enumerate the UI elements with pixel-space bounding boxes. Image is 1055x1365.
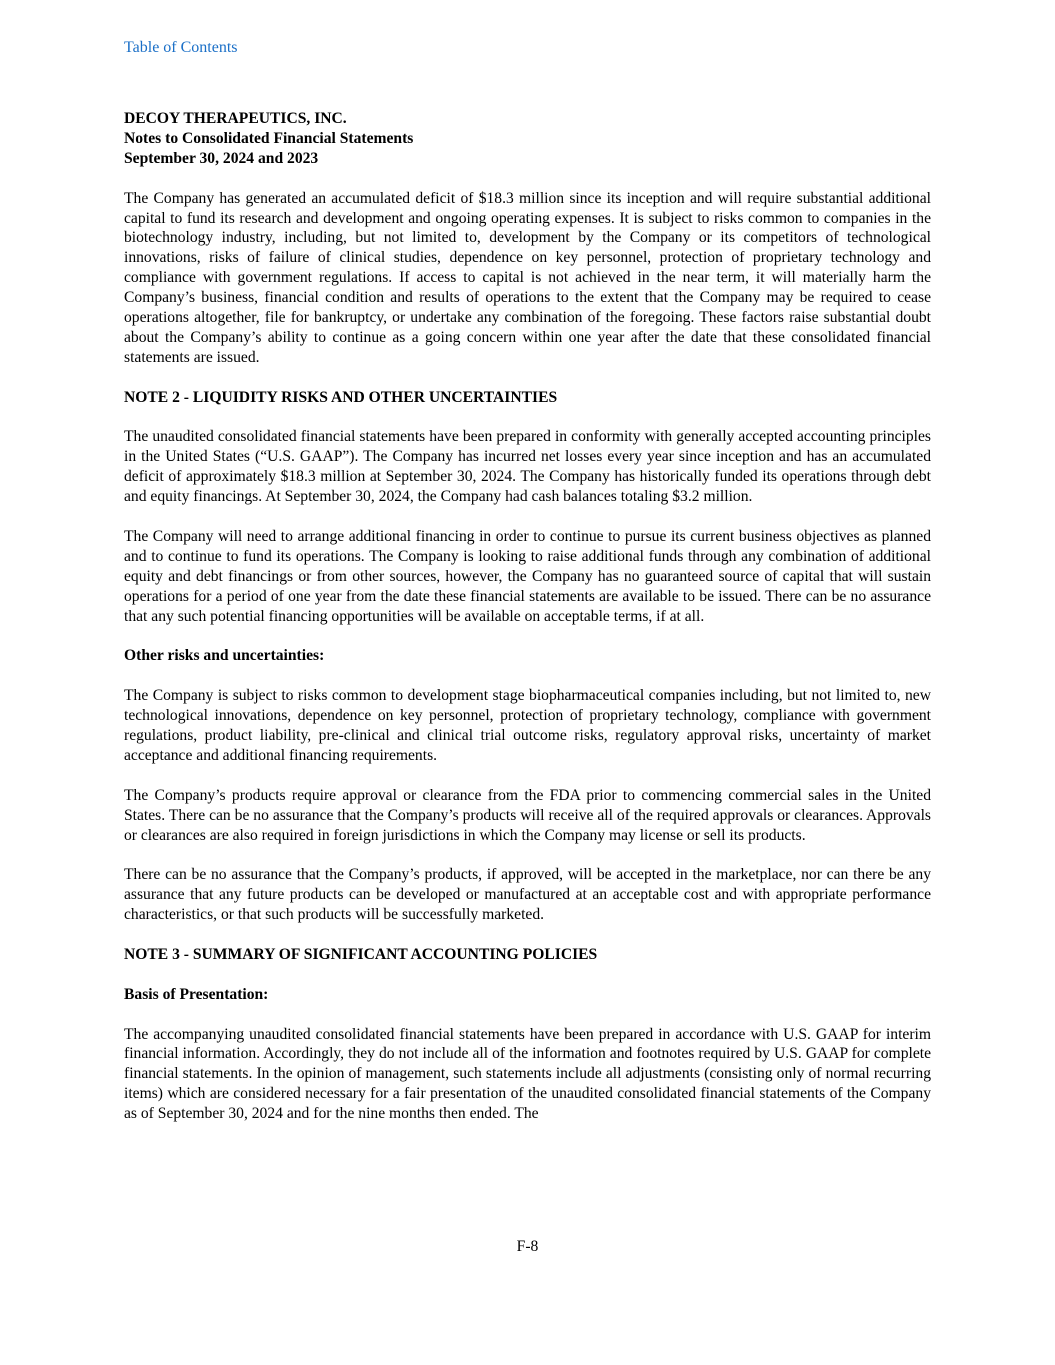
- other-risks-paragraph-2: The Company’s products require approval or clearance from the FDA prior to commencing commercial sales in the United States. There can be no assurance that the Company’s products will receive all of the required approvals or clearances. Approvals or clearances are also required in foreign jurisdictions in which the Company may license or sell its products.: [124, 786, 931, 844]
- intro-paragraph: The Company has generated an accumulated deficit of $18.3 million since its inception and will require substantial additional capital to fund its research and development and ongoing operating expenses. It is subject to risks common to companies in the biotechnology industry, including, but not limited to, development by the Company or its competitors of technological innovations, risks of failure of clinical studies, dependence on key personnel, protection of proprietary technology and compliance with government regulations. If access to capital is not achieved in the near term, it will materially harm the Company’s business, financial condition and results of operations to the extent that the Company may be required to cease operations altogether, file for bankruptcy, or undertake any combination of the foregoing. These factors raise substantial doubt about the Company’s ability to continue as a going concern within one year after the date that these consolidated financial statements are issued.: [124, 189, 931, 366]
- document-period: September 30, 2024 and 2023: [124, 149, 319, 167]
- other-risks-paragraph-1: The Company is subject to risks common to development stage biopharmaceutical companies including, but not limited to, new technological innovations, dependence on key personnel, protection of proprietary technology, compliance with government regulations, product liability, pre-clinical and clinical trial outcome risks, regulatory approval risks, uncertainty of market acceptance and additional financing requirements.: [124, 687, 931, 764]
- document-header: [124, 109, 931, 169]
- note-2-paragraph-1: The unaudited consolidated financial statements have been prepared in conformity with generally accepted accounting principles in the United States (“U.S. GAAP”). The Company has incurred net losses every year since inception and has an accumulated deficit of approximately $18.3 million at September 30, 2024. The Company has historically funded its operations through debt and equity financings. At September 30, 2024, the Company had cash balances totaling $3.2 million.: [124, 428, 931, 506]
- table-of-contents-link[interactable]: Table of Contents: [124, 39, 238, 56]
- note-3-heading: NOTE 3 - SUMMARY OF SIGNIFICANT ACCOUNTING POLICIES: [124, 945, 598, 963]
- company-name: DECOY THERAPEUTICS, INC.: [124, 110, 347, 127]
- page-number: F-8: [516, 1238, 539, 1255]
- note-2-heading: NOTE 2 - LIQUIDITY RISKS AND OTHER UNCERTAINTIES: [124, 388, 558, 406]
- basis-of-presentation-heading: Basis of Presentation:: [124, 985, 269, 1003]
- other-risks-paragraph-3: There can be no assurance that the Company’s products, if approved, will be accepted in the marketplace, nor can there be any assurance that any future products can be developed or manufactured at an acceptable cost and with appropriate performance characteristics, or that such products will be successfully marketed.: [124, 866, 931, 924]
- note-2-paragraph-2: The Company will need to arrange additional financing in order to continue to pursue its current business objectives as planned and to continue to fund its operations. The Company is looking to raise additional funds through any combination of additional equity and debt financings or from other sources, however, the Company has no guaranteed source of capital that will sustain operations for a period of one year from the date these financial statements are available to be issued. There can be no assurance that any such potential financing opportunities will be available on acceptable terms, if at all.: [124, 527, 931, 625]
- other-risks-heading: Other risks and uncertainties:: [124, 647, 325, 665]
- document-body: [124, 109, 931, 1144]
- document-title: Notes to Consolidated Financial Statements: [124, 129, 414, 147]
- basis-of-presentation-paragraph: The accompanying unaudited consolidated financial statements have been prepared in accordance with U.S. GAAP for interim financial information. Accordingly, they do not include all of the information and footnotes required by U.S. GAAP for complete financial statements. In the opinion of management, such statements include all adjustments (consisting only of normal recurring items) which are considered necessary for a fair presentation of the unaudited consolidated financial statements of the Company as of September 30, 2024 and for the nine months then ended. The: [124, 1025, 931, 1123]
